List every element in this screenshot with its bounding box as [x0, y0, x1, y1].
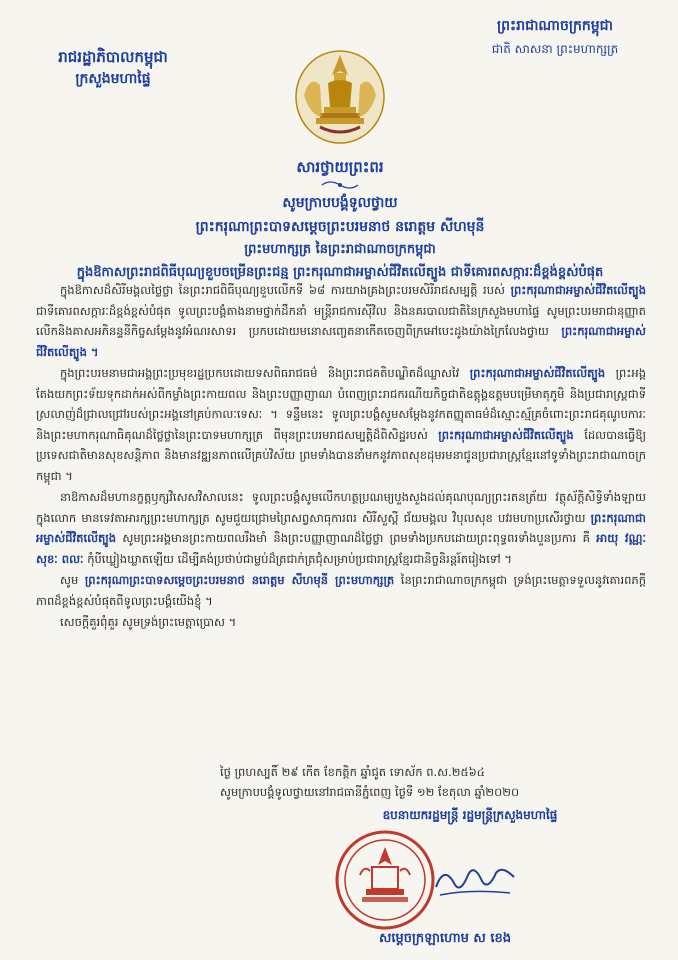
- signatory-name: សម្តេចក្រឡាហោម ស ខេង: [379, 931, 511, 946]
- salutation-line: សូមក្រាបបង្គំទូលថ្វាយ: [282, 195, 398, 211]
- signature-block: [270, 805, 670, 825]
- letter-title: សារថ្វាយព្រះពរ: [296, 158, 384, 176]
- left-header: [28, 46, 198, 90]
- government-name: រាជរដ្ឋាភិបាលកម្ពុជា: [58, 48, 168, 66]
- paragraph-1: ក្នុងឱកាសដ៏សិរីមង្គលថ្លៃថ្លា នៃព្រះរាជពិធីបុណ្យខួបលើកទី ៦៨ ការយាងគ្រងព្រះបរមសិរីរាជសម្បត្តិ របស់ ព្រះករុណាជាអម្ចាស់ជីវិតលើត្បូង ជាទីគោរពសក្ការៈដ៏ខ្ពង់ខ្ពស់បំផុត ទូលព្រះបង្គំតាងនាមថ្នាក់ដឹកនាំ មន្ត្រីរាជការស៊ីវិល និងនគរបាលជាតិនៃក្រសួងមហាផ្ទៃ សូមព្រះបរមរាជានុញ្ញាតលើកនិងគាសអភិនន្ទនីកិច្ចសម្តែងនូវអំណរសាទរ ប្រកបដោយមនោសញ្ចេតនាកើតចេញពីក្រអៅបេះដូងយ៉ាងក្រៃលែងថ្វាយ ព្រះករុណាជាអម្ចាស់ជីវិតលើត្បូង ។: [36, 283, 647, 359]
- paragraph-2: ក្នុងព្រះបរមនាមជាអង្គព្រះប្រមុខរដ្ឋប្រកបដោយទសពិធរាជធម៌ និងព្រះរាជគតិបណ្ឌិតដ៏ឈ្លាសវៃ ព្រះករុណាជាអម្ចាស់ជីវិតលើត្បូង ព្រះអង្គតែងយកព្រះទ័យទុកដាក់អស់ពីកម្លាំងព្រះកាយពល និងព្រះបញ្ញាញាណ បំពេញព្រះរាជករណីយកិច្ចជាតិឧត្តុង្គឧត្តមបម្រើមាតុភូមិ និងប្រជារាស្ត្រជាទីស្រលាញ់ដ៏ជ្រាលជ្រៅរបស់ព្រះអង្គនៅគ្រប់កាលៈទេសៈ ។ ទន្ទឹមនេះ ទូលព្រះបង្គំសូមសម្តែងនូវកតញ្ញុតាធម៌ដ៏ស្មោះស្ម័គ្រចំពោះព្រះរាជគុណូបការៈ និងព្រះមហាករុណាធិគុណដ៏ថ្លៃថ្លានៃព្រះបាទមហាក្សត្រ ពីមុនព្រះបរមរាជសម្បត្តិដ៏ពិសិដ្ឋរបស់ ព្រះករុណាជាអម្ចាស់ជីវិតលើត្បូង ដែលបានធ្វើឱ្យប្រទេសជាតិមានសុខសន្តិភាព និងមានវឌ្ឍនភាពលើគ្រប់វិស័យ ព្រមទាំងបាននាំមកនូវភាពសុខដុមរមនាជូនប្រជារាស្ត្រខ្មែរនៅទូទាំងព្រះរាជាណាចក្រកម្ពុជា ។: [36, 366, 647, 483]
- official-seal-icon: [330, 825, 440, 935]
- right-header: [460, 14, 650, 60]
- title-block: [60, 155, 620, 285]
- king-subtitle: ព្រះមហាក្សត្រ នៃព្រះរាជាណាចក្រកម្ពុជា: [244, 242, 436, 257]
- ornament-icon: [320, 179, 360, 191]
- ministry-name: ក្រសួងមហាផ្ទៃ: [75, 71, 151, 87]
- kingdom-name: ព្រះរាជាណាចក្រកម្ពុជា: [496, 18, 613, 34]
- king-title: ព្រះករុណាព្រះបាទសម្តេចព្រះបរមនាថ នរោត្តម សីហមុនី: [195, 219, 485, 235]
- paragraph-4: សូម ព្រះករុណាព្រះបាទសម្តេចព្រះបរមនាថ នរោត្តម សីហមុនី ព្រះមហាក្សត្រ នៃព្រះរាជាណាចក្រកម្ពុជា ទ្រង់ព្រះមេត្តាទទួលនូវគោរពភក្តីភាពដ៏ខ្ពង់ខ្ពស់បំផុតពីទូលព្រះបង្គំយើងខ្ញុំ ។: [36, 573, 647, 608]
- national-motto: ជាតិ សាសនា ព្រះមហាក្សត្រ: [491, 42, 619, 56]
- paragraph-3: នាឱកាសដ៏មហានក្ខត្តឫក្សវិសេសវិសាលនេះ ទូលព្រះបង្គំសូមលើកហត្ថប្រណម្យបួងសួងដល់គុណបុណ្យព្រះរតនត្រ័យ វត្ថុស័ក្តិសិទ្ធិទាំងឡាយក្នុងលោក មានទេវតាអារក្សព្រះមហាក្សត្រ សូមជួយជ្រោមព្រៃសព្វសាធុការពរ សិរីសួស្តី ជ័យមង្គល វិបុលសុខ បវរមហាប្រសើរថ្វាយ ព្រះករុណាជាអម្ចាស់ជីវិតលើត្បូង សូមព្រះអង្គមានព្រះកាយពលរឹងមាំ និងព្រះបញ្ញាញាណដ៏ថ្លៃថ្លា ព្រមទាំងប្រកបដោយព្រះពុទ្ធពរទាំងបួនប្រការ គឺ អាយុ វណ្ណៈ សុខៈ ពលៈ កុំបីឃ្លៀងឃ្លាតឡើយ ដើម្បីគង់ប្រថាប់ជាម្លប់ដ៏ត្រជាក់ត្រជុំសម្រាប់ប្រជារាស្ត្រខ្មែរជានិច្ចនិរន្តរ៍តរៀងទៅ ។: [36, 490, 647, 566]
- lunar-date: ថ្ងៃ ព្រហស្បតិ៍ ២៩ កើត ខែកត្តិក ឆ្នាំជូត ទោស័ក ព.ស.២៥៦៤: [220, 765, 485, 779]
- occasion-line: ក្នុងឱកាសព្រះរាជពិធីបុណ្យខួបចម្រើនព្រះជន្ម ព្រះករុណាជាអម្ចាស់ជីវិតលើត្បូង ជាទីគោរពសក្ការៈដ៏ខ្ពង់ខ្ពស់បំផុត: [76, 265, 604, 280]
- paragraph-5: សេចក្តីគួរពុំគួរ សូមទ្រង់ព្រះមេត្តាប្រោស ។: [60, 615, 237, 629]
- letter-body: [36, 280, 646, 634]
- signatory-title: ឧបនាយករដ្ឋមន្ត្រី រដ្ឋមន្ត្រីក្រសួងមហាផ្ទៃ: [382, 808, 558, 822]
- date-block: [220, 762, 650, 802]
- royal-emblem-icon: [290, 45, 390, 145]
- solar-date: សូមក្រាបបង្គំទូលថ្វាយនៅរាជធានីភ្នំពេញ ថ្ងៃទី ១២ ខែតុលា ឆ្នាំ២០២០: [220, 785, 520, 799]
- handwritten-signature-icon: [430, 855, 520, 905]
